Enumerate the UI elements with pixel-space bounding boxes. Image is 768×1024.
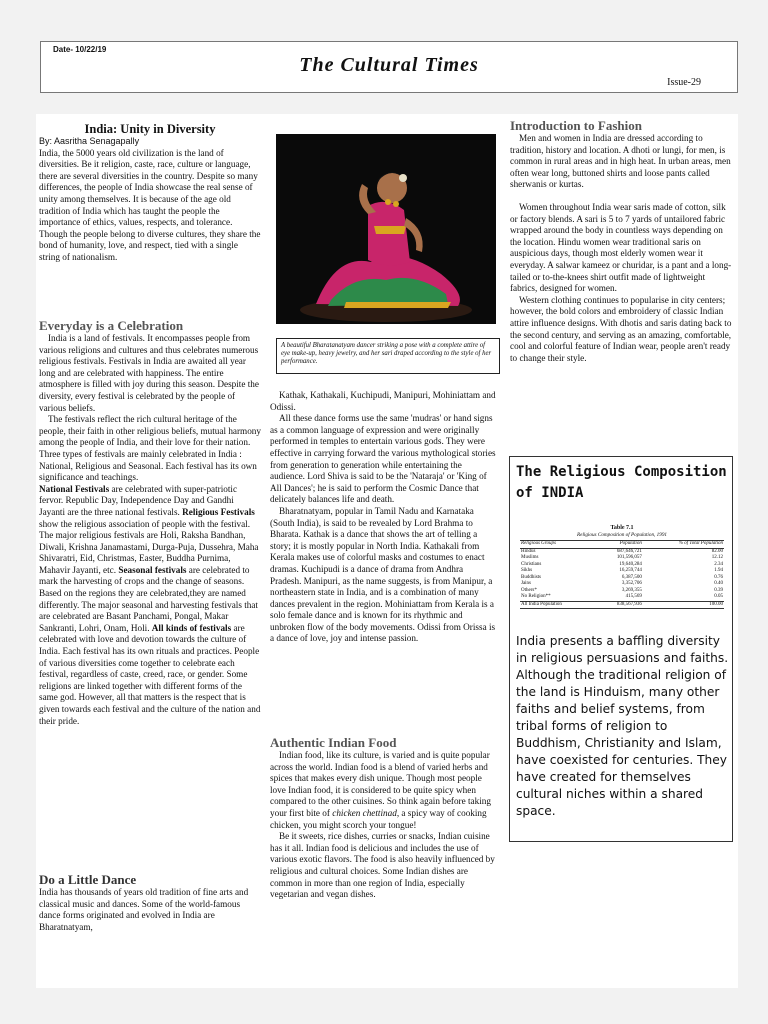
fashion-p3: Western clothing continues to popularise in city centers; however, the bold colors and embroidery of classic Indian attire influence designs. With dhotis and saris dating back to the second century, and serving as an amazing, comfortable, cool and colorful feature of Indian wear, people aren't ready to change their style. bbox=[510, 294, 732, 363]
table-cell: 0.05 bbox=[714, 594, 723, 599]
food-p1 bbox=[270, 750, 496, 831]
dance-p4: Bharatnatyam, popular in Tamil Nadu and Karnataka (South India), is said to be revealed by Lord Brahma to Bharata. Kathak is a dance that shows the art of telling a story; it is mostly popular in North India. Kathakali from Kerala makes use of colorful masks and costumes to enact dramas. Kuchipudi is a dance of drama from Andhra Pradesh. Manipuri, as the name suggests, is from Manipur, a northeastern state in India, and is a combination of many dances prevalent in the region. Mohiniattam from Kerala is a solo female dance and is known for its rhythmic and unbroken flow of the body movements. Odissi from Orissa is a dance of love, joy and intense passion. bbox=[270, 505, 496, 644]
celebration-p2: The festivals reflect the rich cultural heritage of the people, their faith in other religious beliefs, mutual harmony among the people of India, and their love for their nation. Three types of festivals are mainly celebrated in India : National, Religious and Seasonal. Each festival has its own significance and teachings. bbox=[39, 414, 261, 483]
photo-caption: A beautiful Bharatanatyam dancer striking a pose with a complete attire of eye make-up, heavy jewelry, and her sari draped according to the style of her performance. bbox=[276, 338, 500, 374]
unity-body: India, the 5000 years old civilization is the land of diversities. Be it religion, caste, race, culture or language, there are several diversities in the country. Despite so many differences, the people of India showcase the real sense of unity among themselves. It is because of the age old tradition of India which has taught the people the importance of ethics, values, respects, and tolerance. Though the people belong to diverse cultures, they share the bond of humanity, love, and respect, tied with a single string of nationalism. bbox=[39, 147, 261, 262]
national-festivals-label: National Festivals bbox=[39, 483, 110, 494]
religion-box-title: The Religious Composition of INDIA bbox=[516, 464, 727, 501]
fashion-p2: Women throughout India wear saris made of cotton, silk or factory blends. A sari is 5 to 7 yards of untailored fabric wrapped around the body in countless ways depending on the location. Hindu women wear traditional saris on auspicious days, though most elderly women wear it everyday. A salwar kameez or churidar, is a pant and a long-tailed or to-the-knees shirt outfit made of lightweight fabrics, designed for women. bbox=[510, 201, 732, 294]
seasonal-festivals-text: are celebrated to mark the harvesting of crops and the change of seasons. Based on the regions they are celebrated,they are named differently. The major seasonal and harvesting festivals that are celebrated are Basant Panchami, Pongal, Makar Sankranti, Lohri, Onam, Holi. bbox=[39, 564, 258, 633]
table-cell: Sikhs bbox=[521, 568, 533, 573]
unity-article bbox=[39, 122, 261, 264]
table-cell: Buddhists bbox=[521, 574, 542, 580]
table-row bbox=[520, 601, 724, 609]
table-cell: 687,646,721 bbox=[616, 548, 642, 554]
table-cell: 12.12 bbox=[711, 555, 723, 560]
unity-byline: By: Aasritha Senagapally bbox=[39, 136, 140, 146]
fashion-p1: Men and women in India are dressed according to tradition, history and location. A dhoti or lungi, for men, is common in rural areas and in high heat. In urban areas, men often wear long, buttoned shirts and loose pants called sherwanis or kurtas. bbox=[510, 133, 731, 190]
table-cell: 82.00 bbox=[711, 548, 723, 554]
dance-p2: Kathak, Kathakali, Kuchipudi, Manipuri, Mohiniattam and Odissi. bbox=[270, 390, 496, 412]
table-cell: 3,352,706 bbox=[621, 581, 642, 586]
bharatanatyam-dancer-image bbox=[276, 134, 496, 324]
newsletter-title: The Cultural Times bbox=[299, 54, 479, 76]
religion-table bbox=[520, 525, 724, 609]
table-cell: 1.94 bbox=[714, 568, 723, 573]
religious-festivals-label: Religious Festivals bbox=[182, 506, 255, 517]
table-cell: Muslims bbox=[521, 555, 539, 560]
table-header-cell: Population bbox=[595, 541, 642, 549]
table-cell: No Religion** bbox=[521, 594, 551, 599]
table-cell: Hindus bbox=[521, 548, 536, 554]
table-cell: 0.40 bbox=[714, 581, 723, 586]
table-cell: 100.00 bbox=[643, 601, 724, 609]
table-cell: Christians bbox=[521, 561, 542, 567]
table-row bbox=[520, 594, 724, 601]
masthead bbox=[40, 41, 738, 93]
celebration-title: Everyday is a Celebration bbox=[39, 318, 184, 333]
dance-article-continued bbox=[270, 390, 496, 645]
table-title: Table 7.1 bbox=[610, 525, 634, 531]
table-cell: 2.34 bbox=[714, 561, 723, 567]
national-festivals-text: are celebrated with super-patriotic fervor. Republic Day, Independence Day and Gandhi Jayanti are the three national festivals. bbox=[39, 483, 238, 517]
food-dish-name: chicken chettinad bbox=[332, 807, 397, 818]
table-cell: Others* bbox=[521, 587, 537, 593]
issue-date: Date- 10/22/19 bbox=[53, 45, 107, 54]
dance-title: Do a Little Dance bbox=[39, 872, 137, 887]
table-subtitle: Religious Composition of Population, 1991 bbox=[576, 531, 668, 538]
issue-number: Issue-29 bbox=[667, 77, 701, 88]
all-festivals-label: All kinds of festivals bbox=[151, 622, 232, 633]
dance-p3: All these dance forms use the same 'mudras' or hand signs as a common language of expression and were originally performed in temples to entertain various gods. They were effective in carrying forward the various mythological stories from generation to generation while entertaining the audience. Lord Shiva is said to be the 'Nataraja' or 'King of All Dances'; he is said to perform the Cosmic Dance that delicately balances life and death. bbox=[270, 413, 496, 505]
table-row bbox=[520, 548, 724, 555]
food-p1-end: , a spicy way of cooking chicken, you might scorch your tongue! bbox=[270, 807, 487, 830]
religion-data-table bbox=[520, 540, 724, 609]
religion-box-text: India presents a baffling diversity in religious persuasions and faiths. Although the traditional religion of the land is Hinduism, many other faiths and belief systems, from tribal forms of religion to Buddhism, Christianity and Islam, have coexisted for centuries. They have created for themselves cultural niches within a shared space. bbox=[516, 634, 729, 818]
unity-title: India: Unity in Diversity bbox=[84, 122, 216, 136]
table-cell: 6,387,500 bbox=[621, 574, 642, 580]
food-p1-text: Indian food, like its culture, is varied and is quite popular across the world. Indian food is a blend of varied herbs and spices that makes every dish unique. Though most people love Indian food, it is considered to be quite spicy when compared to the other cuisines. So think again before taking your first bite of bbox=[270, 750, 491, 818]
celebration-festivals bbox=[39, 484, 261, 727]
table-cell: 16,259,744 bbox=[619, 568, 642, 573]
table-cell: 3,269,355 bbox=[621, 587, 642, 593]
food-p2: Be it sweets, rice dishes, curries or snacks, Indian cuisine has it all. Indian food is delicious and includes the use of various exotic flavors. The food is also heavily influenced by religious and cultural choices. Some Indian dishes are common in more than one region of India, especially vegetarian and vegan dishes. bbox=[270, 831, 495, 900]
table-cell: All India Population bbox=[520, 601, 595, 609]
seasonal-festivals-label: Seasonal festivals bbox=[118, 564, 187, 575]
celebration-article bbox=[39, 318, 261, 727]
table-cell: 19,640,284 bbox=[619, 561, 642, 567]
table-cell: 0.39 bbox=[714, 587, 723, 593]
table-header-cell: Religious Groups bbox=[520, 541, 595, 549]
fashion-article bbox=[510, 118, 734, 364]
food-article bbox=[270, 735, 496, 901]
table-cell: 0.76 bbox=[714, 574, 723, 580]
dance-p1: India has thousands of years old tradition of fine arts and classical music and dances. Some of the world-famous dance forms originated and evolved in India are Bharatnatyam, bbox=[39, 887, 249, 932]
fashion-title: Introduction to Fashion bbox=[510, 118, 642, 133]
celebration-p1: India is a land of festivals. It encompasses people from various religions and cultures and thus celebrates numerous religious festivals. Festivals in India are awaited all year long and are celebrated with happiness. The entire atmosphere is filled with joy during this season. Despite the diversity, every festival is celebrated by the people of various beliefs. bbox=[39, 333, 259, 413]
table-cell: Jains bbox=[521, 581, 531, 586]
food-title: Authentic Indian Food bbox=[270, 735, 397, 750]
table-cell: 415,569 bbox=[625, 594, 642, 599]
table-cell: 101,596,057 bbox=[616, 555, 642, 560]
dancer-photo bbox=[276, 134, 496, 324]
table-cell: 838,567,936 bbox=[595, 601, 642, 609]
table-header-cell: % of Total Population bbox=[643, 541, 724, 549]
religious-festivals-text: show the religious association of people with the festival. The major religious festivals are Holi, Raksha Bandhan, Diwali, Krishna Janamastami, Durga-Puja, Dussehra, Maha Shivaratri, Eid, Christmas, Easter, Buddha Purnima, Mahavir Jayanti, etc. bbox=[39, 518, 259, 575]
all-festivals-text: are celebrated with love and devotion towards the culture of India. Each festival has its own rituals and practices. People of various diversities come together to celebrate each festival, regardless of caste, creed, race, or gender. Some religions are linked together with different forms of the same god. However, all that matters is the respect that is given towards each festival and the culture of the nation and their pride. bbox=[39, 622, 261, 726]
dance-article-start bbox=[39, 872, 261, 933]
religion-box bbox=[509, 456, 733, 842]
